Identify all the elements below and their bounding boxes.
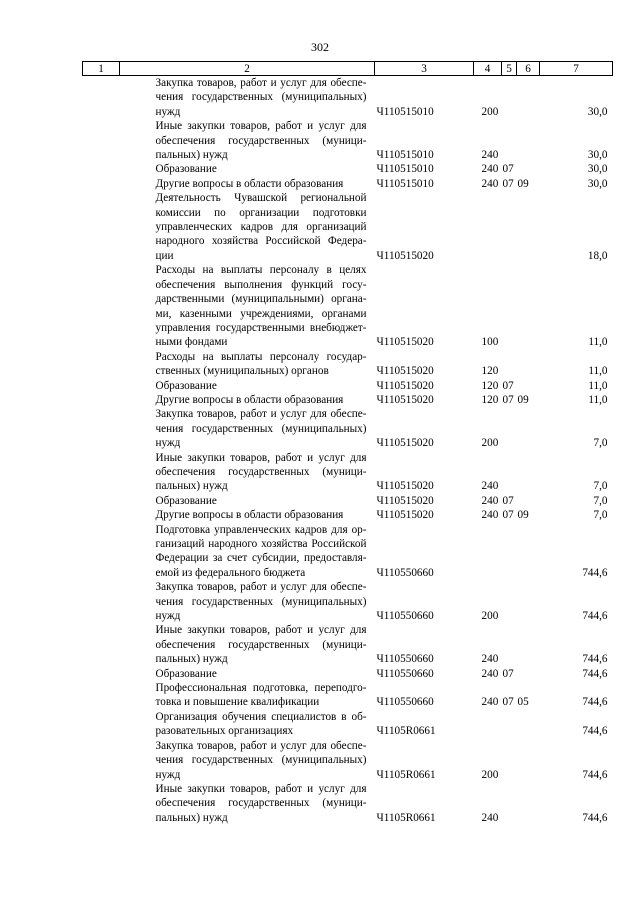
table-row — [83, 623, 613, 666]
row-subsection — [517, 523, 540, 581]
row-expense-type: 240 — [481, 811, 499, 824]
table-row — [83, 739, 613, 782]
row-expense-type — [474, 191, 502, 263]
table-row — [83, 393, 613, 407]
table-row — [83, 350, 613, 379]
row-section — [502, 782, 517, 825]
row-section — [502, 580, 517, 623]
row-subsection — [517, 782, 540, 825]
row-name: Иные закупки товаров, работ и услуг для обеспечения государственных (муници-пальных) нужд — [155, 782, 367, 824]
row-expense-type: 240 — [481, 696, 499, 709]
row-section — [502, 739, 517, 782]
row-section — [502, 623, 517, 666]
row-spacer-cell — [83, 379, 120, 393]
row-expense-type: 240 — [481, 653, 499, 666]
table-row — [83, 76, 613, 120]
row-section: 07 — [502, 696, 514, 709]
row-name: Иные закупки товаров, работ и услуг для обеспечения государственных (муници-пальных) нужд — [155, 624, 367, 666]
row-amount: 11,0 — [588, 379, 608, 392]
row-target-article: Ч110515020 — [376, 379, 434, 392]
row-section — [502, 263, 517, 349]
row-spacer-cell — [83, 523, 120, 581]
row-subsection — [517, 739, 540, 782]
header-col-2: 2 — [120, 62, 375, 76]
row-target-article: Ч110515020 — [376, 336, 434, 349]
row-subsection — [517, 710, 540, 739]
row-subsection — [517, 407, 540, 450]
row-section: 07 — [502, 163, 514, 176]
row-expense-type — [474, 523, 502, 581]
row-amount: 7,0 — [593, 480, 608, 493]
row-name: Образование — [155, 379, 217, 392]
row-amount: 744,6 — [582, 566, 608, 579]
row-name: Образование — [155, 494, 217, 507]
row-target-article: Ч110515010 — [376, 105, 434, 118]
row-section — [502, 407, 517, 450]
row-section: 07 — [502, 494, 514, 507]
row-subsection — [517, 623, 540, 666]
row-name: Другие вопросы в области образования — [155, 393, 344, 406]
row-subsection — [517, 76, 540, 120]
row-target-article: Ч110515010 — [376, 149, 434, 162]
row-expense-type: 200 — [481, 768, 499, 781]
row-expense-type: 240 — [481, 494, 499, 507]
table-row — [83, 580, 613, 623]
row-spacer-cell — [83, 263, 120, 349]
row-name: Иные закупки товаров, работ и услуг для обеспечения государственных (муници-пальных) нужд — [155, 451, 367, 493]
row-section — [502, 523, 517, 581]
row-section: 07 — [502, 177, 514, 190]
row-spacer-cell — [83, 407, 120, 450]
row-target-article: Ч110515010 — [376, 177, 434, 190]
row-name: Другие вопросы в области образования — [155, 177, 344, 190]
row-name: Закупка товаров, работ и услуг для обеспе-чения государственных (муниципальных) нужд — [155, 581, 367, 623]
row-spacer-cell — [83, 350, 120, 379]
row-name: Подготовка управленческих кадров для ор-ганизаций народного хозяйства Российской Федерации за счет субсидии, предоставля-емой из федерального бюджета — [155, 523, 367, 579]
page-number: 302 — [311, 40, 329, 54]
row-target-article: Ч110550660 — [376, 653, 434, 666]
row-name: Закупка товаров, работ и услуг для обеспе-чения государственных (муниципальных) нужд — [155, 739, 367, 781]
row-spacer-cell — [83, 508, 120, 522]
row-expense-type: 240 — [481, 667, 499, 680]
row-target-article: Ч110515020 — [376, 480, 434, 493]
table-row — [83, 494, 613, 508]
row-amount: 744,6 — [582, 768, 608, 781]
row-name: Иные закупки товаров, работ и услуг для обеспечения государственных (муници-пальных) нужд — [155, 120, 367, 162]
row-section — [502, 710, 517, 739]
row-amount: 744,6 — [582, 725, 608, 738]
budget-table — [82, 61, 613, 825]
row-name: Расходы на выплаты персоналу государ-ственных (муниципальных) органов — [155, 350, 367, 378]
row-spacer-cell — [83, 667, 120, 681]
row-amount: 30,0 — [587, 163, 608, 176]
row-target-article: Ч110515020 — [376, 509, 434, 522]
header-col-1: 1 — [83, 62, 120, 76]
row-section — [502, 451, 517, 494]
row-target-article: Ч110515020 — [376, 437, 434, 450]
row-target-article: Ч1105R0661 — [376, 768, 436, 781]
row-amount: 30,0 — [587, 105, 608, 118]
row-expense-type: 200 — [481, 610, 499, 623]
row-name: Закупка товаров, работ и услуг для обеспе-чения государственных (муниципальных) нужд — [155, 77, 367, 118]
row-amount: 744,6 — [582, 653, 608, 666]
row-target-article: Ч110515020 — [376, 249, 434, 262]
header-col-6: 6 — [517, 62, 540, 76]
row-amount: 744,6 — [582, 610, 608, 623]
row-spacer-cell — [83, 782, 120, 825]
row-spacer-cell — [83, 119, 120, 162]
row-spacer-cell — [83, 393, 120, 407]
row-amount: 744,6 — [582, 811, 608, 824]
row-spacer-cell — [83, 494, 120, 508]
row-spacer-cell — [83, 76, 120, 120]
row-amount: 30,0 — [587, 149, 608, 162]
row-subsection — [517, 119, 540, 162]
row-amount: 18,0 — [587, 249, 608, 262]
table-row — [83, 782, 613, 825]
row-amount: 11,0 — [588, 365, 608, 378]
row-target-article: Ч1105R0661 — [376, 811, 436, 824]
row-expense-type: 120 — [481, 393, 499, 406]
table-row — [83, 710, 613, 739]
table-row — [83, 667, 613, 681]
table-row — [83, 162, 613, 176]
table-row — [83, 379, 613, 393]
row-target-article: Ч110515020 — [376, 393, 434, 406]
row-subsection — [517, 191, 540, 263]
row-amount: 30,0 — [587, 177, 608, 190]
row-amount: 7,0 — [593, 494, 608, 507]
row-target-article: Ч1105R0661 — [376, 725, 436, 738]
row-expense-type: 200 — [481, 105, 499, 118]
column-number-header — [83, 62, 613, 76]
row-section — [502, 350, 517, 379]
row-target-article: Ч110515010 — [376, 163, 434, 176]
row-spacer-cell — [83, 451, 120, 494]
row-expense-type — [474, 710, 502, 739]
row-amount: 744,6 — [582, 696, 608, 709]
row-expense-type: 120 — [481, 365, 499, 378]
row-subsection — [517, 667, 540, 681]
row-name: Профессиональная подготовка, переподго-товка и повышение квалификации — [155, 682, 367, 709]
row-expense-type: 240 — [481, 480, 499, 493]
row-expense-type: 120 — [481, 379, 499, 392]
row-amount: 11,0 — [588, 336, 608, 349]
table-row — [83, 119, 613, 162]
row-subsection — [517, 451, 540, 494]
row-name: Расходы на выплаты персоналу в целях обеспечения выполнения функций госу-дарственными (муниципальными) органа-ми, казенными учреждениями, органами управления государственными внебюджет-ными фондами — [155, 264, 367, 349]
header-col-3: 3 — [375, 62, 474, 76]
row-expense-type: 240 — [481, 177, 499, 190]
row-section: 07 — [502, 509, 514, 522]
table-body — [83, 76, 613, 826]
row-target-article: Ч110515020 — [376, 494, 434, 507]
table-row — [83, 451, 613, 494]
row-section: 07 — [502, 393, 514, 406]
row-spacer-cell — [83, 739, 120, 782]
row-section: 07 — [502, 667, 514, 680]
row-expense-type: 200 — [481, 437, 499, 450]
row-name: Деятельность Чувашской региональной комиссии по организации подготовки управленческих кадров для организаций народного хозяйства Российской Федера-ции — [155, 192, 367, 262]
table-row — [83, 191, 613, 263]
table-row — [83, 407, 613, 450]
row-section: 07 — [502, 379, 514, 392]
row-subsection — [517, 379, 540, 393]
row-section — [502, 191, 517, 263]
row-spacer-cell — [83, 681, 120, 710]
row-amount: 7,0 — [593, 509, 608, 522]
row-target-article: Ч110550660 — [376, 696, 434, 709]
row-subsection: 09 — [517, 177, 529, 190]
row-subsection: 09 — [517, 393, 529, 406]
row-spacer-cell — [83, 162, 120, 176]
row-subsection — [517, 263, 540, 349]
row-subsection — [517, 494, 540, 508]
row-name: Образование — [155, 163, 217, 176]
table-row — [83, 681, 613, 710]
row-subsection: 05 — [517, 696, 529, 709]
row-expense-type: 240 — [481, 163, 499, 176]
row-expense-type: 100 — [481, 336, 499, 349]
row-target-article: Ч110515020 — [376, 365, 434, 378]
row-subsection — [517, 580, 540, 623]
row-amount: 744,6 — [582, 667, 608, 680]
row-name: Образование — [155, 667, 217, 680]
row-spacer-cell — [83, 177, 120, 191]
row-amount: 11,0 — [588, 393, 608, 406]
row-name: Закупка товаров, работ и услуг для обеспе-чения государственных (муниципальных) нужд — [155, 408, 367, 450]
table-row — [83, 177, 613, 191]
row-target-article: Ч110550660 — [376, 667, 434, 680]
row-name: Другие вопросы в области образования — [155, 509, 344, 522]
row-spacer-cell — [83, 710, 120, 739]
row-amount: 7,0 — [593, 437, 608, 450]
row-expense-type: 240 — [481, 509, 499, 522]
row-subsection — [517, 162, 540, 176]
row-section — [502, 119, 517, 162]
row-expense-type: 240 — [481, 149, 499, 162]
header-col-5: 5 — [502, 62, 517, 76]
row-spacer-cell — [83, 191, 120, 263]
row-spacer-cell — [83, 623, 120, 666]
table-row — [83, 263, 613, 349]
row-name: Организация обучения специалистов в об-разовательных организациях — [155, 710, 367, 738]
row-spacer-cell — [83, 580, 120, 623]
row-target-article: Ч110550660 — [376, 566, 434, 579]
header-col-7: 7 — [540, 62, 613, 76]
row-subsection — [517, 350, 540, 379]
row-target-article: Ч110550660 — [376, 610, 434, 623]
table-row — [83, 523, 613, 581]
row-subsection: 09 — [517, 509, 529, 522]
table-row — [83, 508, 613, 522]
header-col-4: 4 — [474, 62, 502, 76]
row-section — [502, 76, 517, 120]
